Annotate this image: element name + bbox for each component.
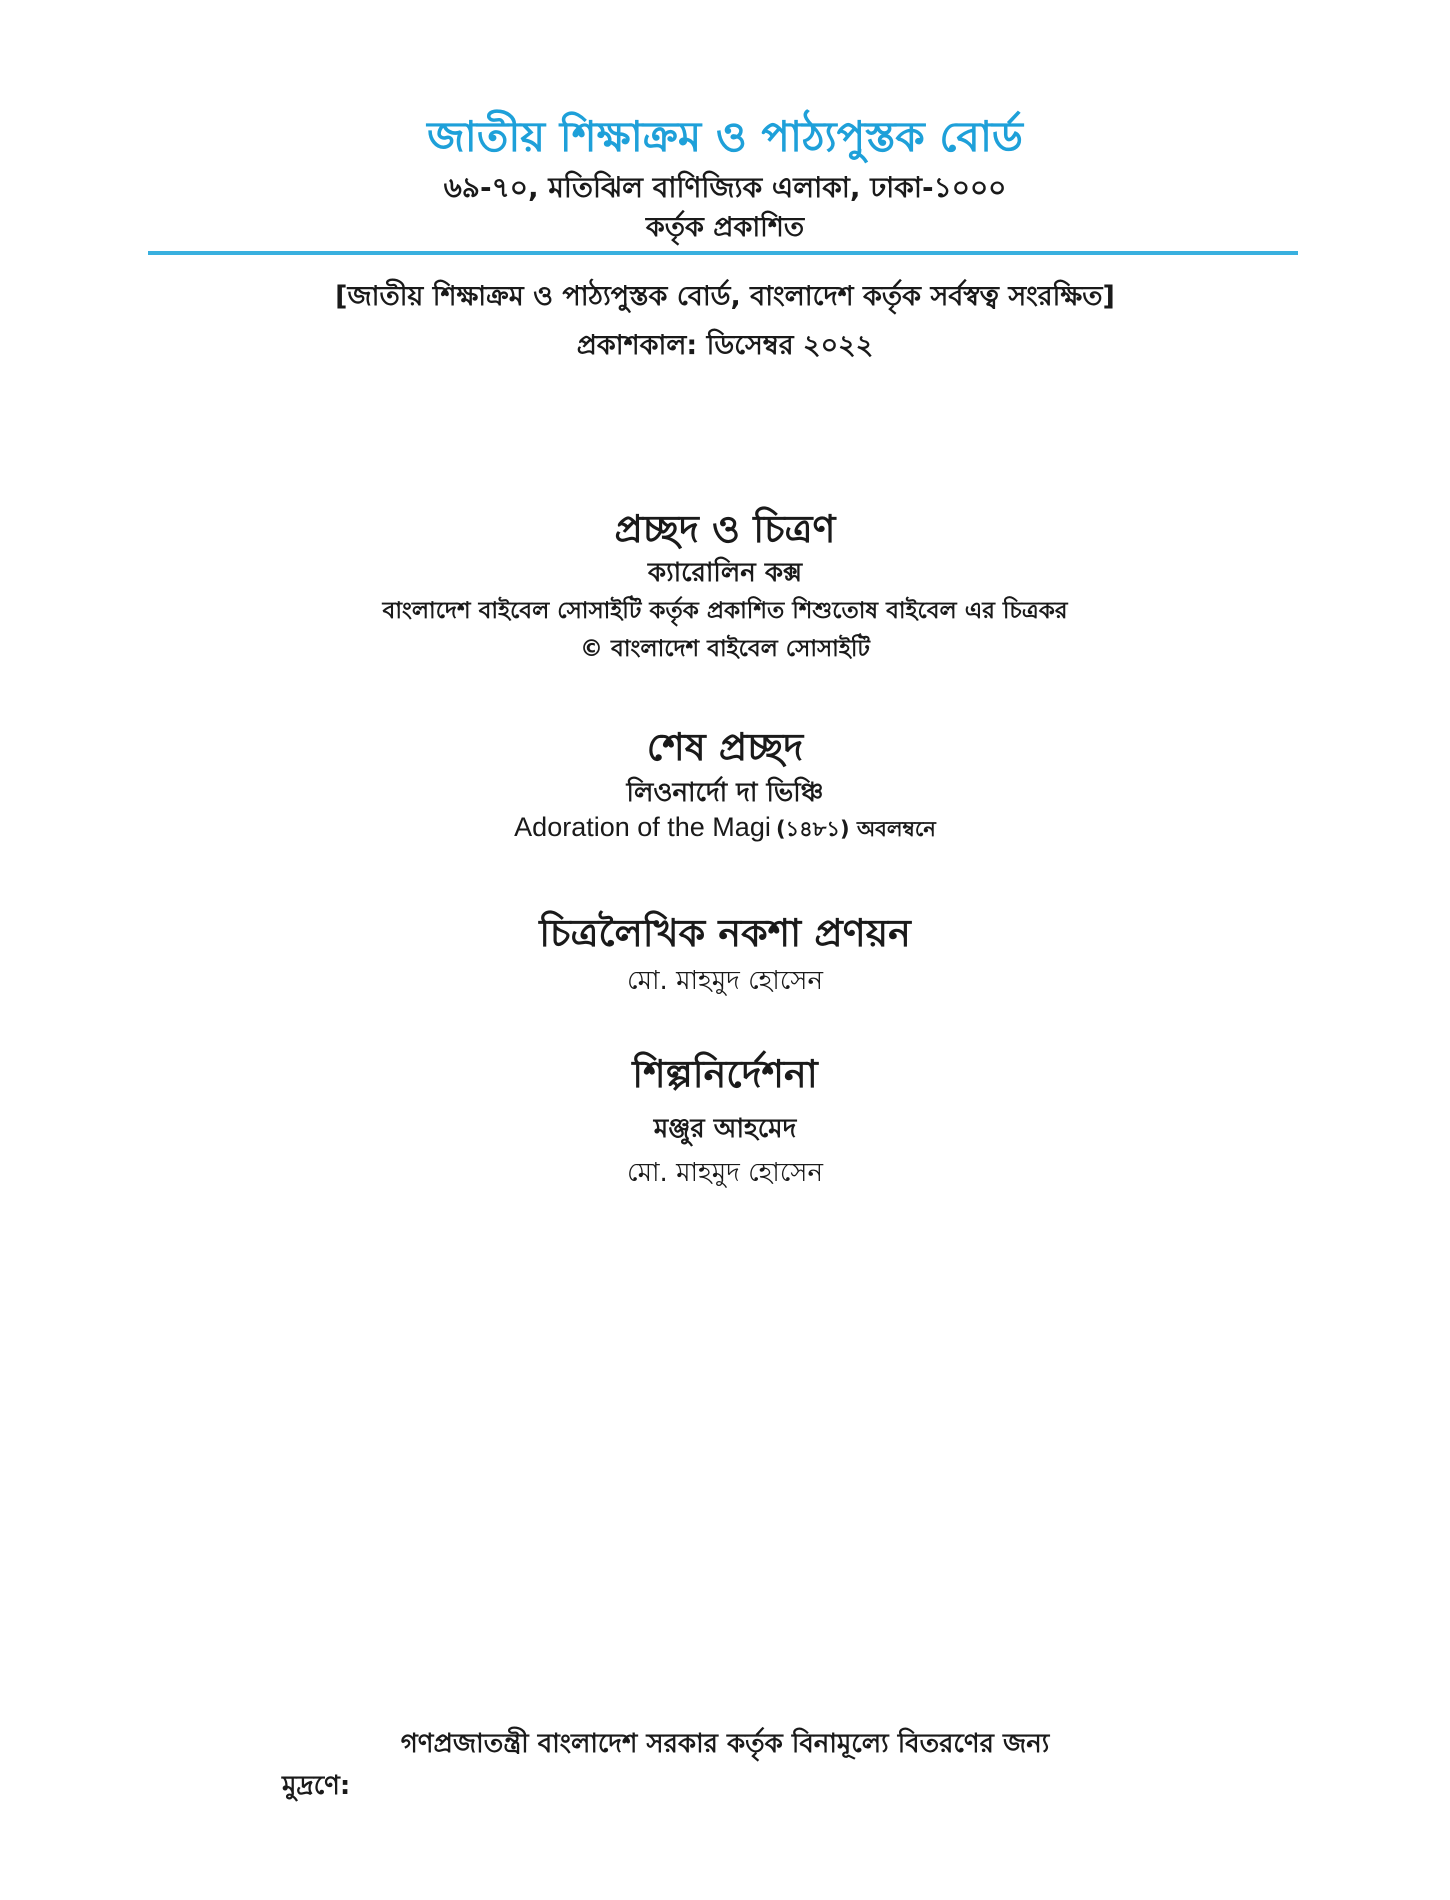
published-by: কর্তৃক প্রকাশিত bbox=[645, 212, 805, 243]
cover-artist: ক্যারোলিন কক্স bbox=[647, 558, 803, 588]
back-cover-artist: লিওনার্দো দা ভিঞ্চি bbox=[626, 778, 824, 808]
back-cover-work-note: (১৪৮১) অবলম্বনে bbox=[775, 817, 936, 841]
cover-artist-description: বাংলাদেশ বাইবেল সোসাইটি কর্তৃক প্রকাশিত শিশুতোষ বাইবেল এর চিত্রকর bbox=[382, 598, 1068, 624]
back-cover-work-title: Adoration of the Magi bbox=[514, 812, 771, 842]
graphic-designer: মো. মাহমুদ হোসেন bbox=[627, 966, 823, 996]
publication-date: প্রকাশকাল: ডিসেম্বর ২০২২ bbox=[576, 330, 874, 361]
header-divider bbox=[148, 251, 1298, 255]
back-cover-work bbox=[0, 812, 1450, 848]
cover-illustration-heading: প্রচ্ছদ ও চিত্রণ bbox=[614, 507, 836, 551]
graphic-design-heading: চিত্রলৈখিক নকশা প্রণয়ন bbox=[539, 911, 911, 955]
printer-label: মুদ্রণে: bbox=[282, 1771, 351, 1801]
art-director-2: মো. মাহমুদ হোসেন bbox=[627, 1158, 823, 1188]
publisher-title: জাতীয় শিক্ষাক্রম ও পাঠ্যপুস্তক বোর্ড bbox=[427, 112, 1023, 161]
copyright-notice: [জাতীয় শিক্ষাক্রম ও পাঠ্যপুস্তক বোর্ড, বাংলাদেশ কর্তৃক সর্বস্বত্ব সংরক্ষিত] bbox=[335, 281, 1115, 312]
art-direction-heading: শিল্পনির্দেশনা bbox=[632, 1052, 818, 1096]
publisher-address: ৬৯-৭০, মতিঝিল বাণিজ্যিক এলাকা, ঢাকা-১০০০ bbox=[443, 171, 1007, 204]
distribution-notice: গণপ্রজাতন্ত্রী বাংলাদেশ সরকার কর্তৃক বিনামূল্যে বিতরণের জন্য bbox=[400, 1729, 1050, 1759]
back-cover-heading: শেষ প্রচ্ছদ bbox=[646, 725, 804, 769]
cover-copyright: © বাংলাদেশ বাইবেল সোসাইটি bbox=[580, 636, 870, 662]
art-director-1: মঞ্জুর আহমেদ bbox=[653, 1114, 797, 1144]
